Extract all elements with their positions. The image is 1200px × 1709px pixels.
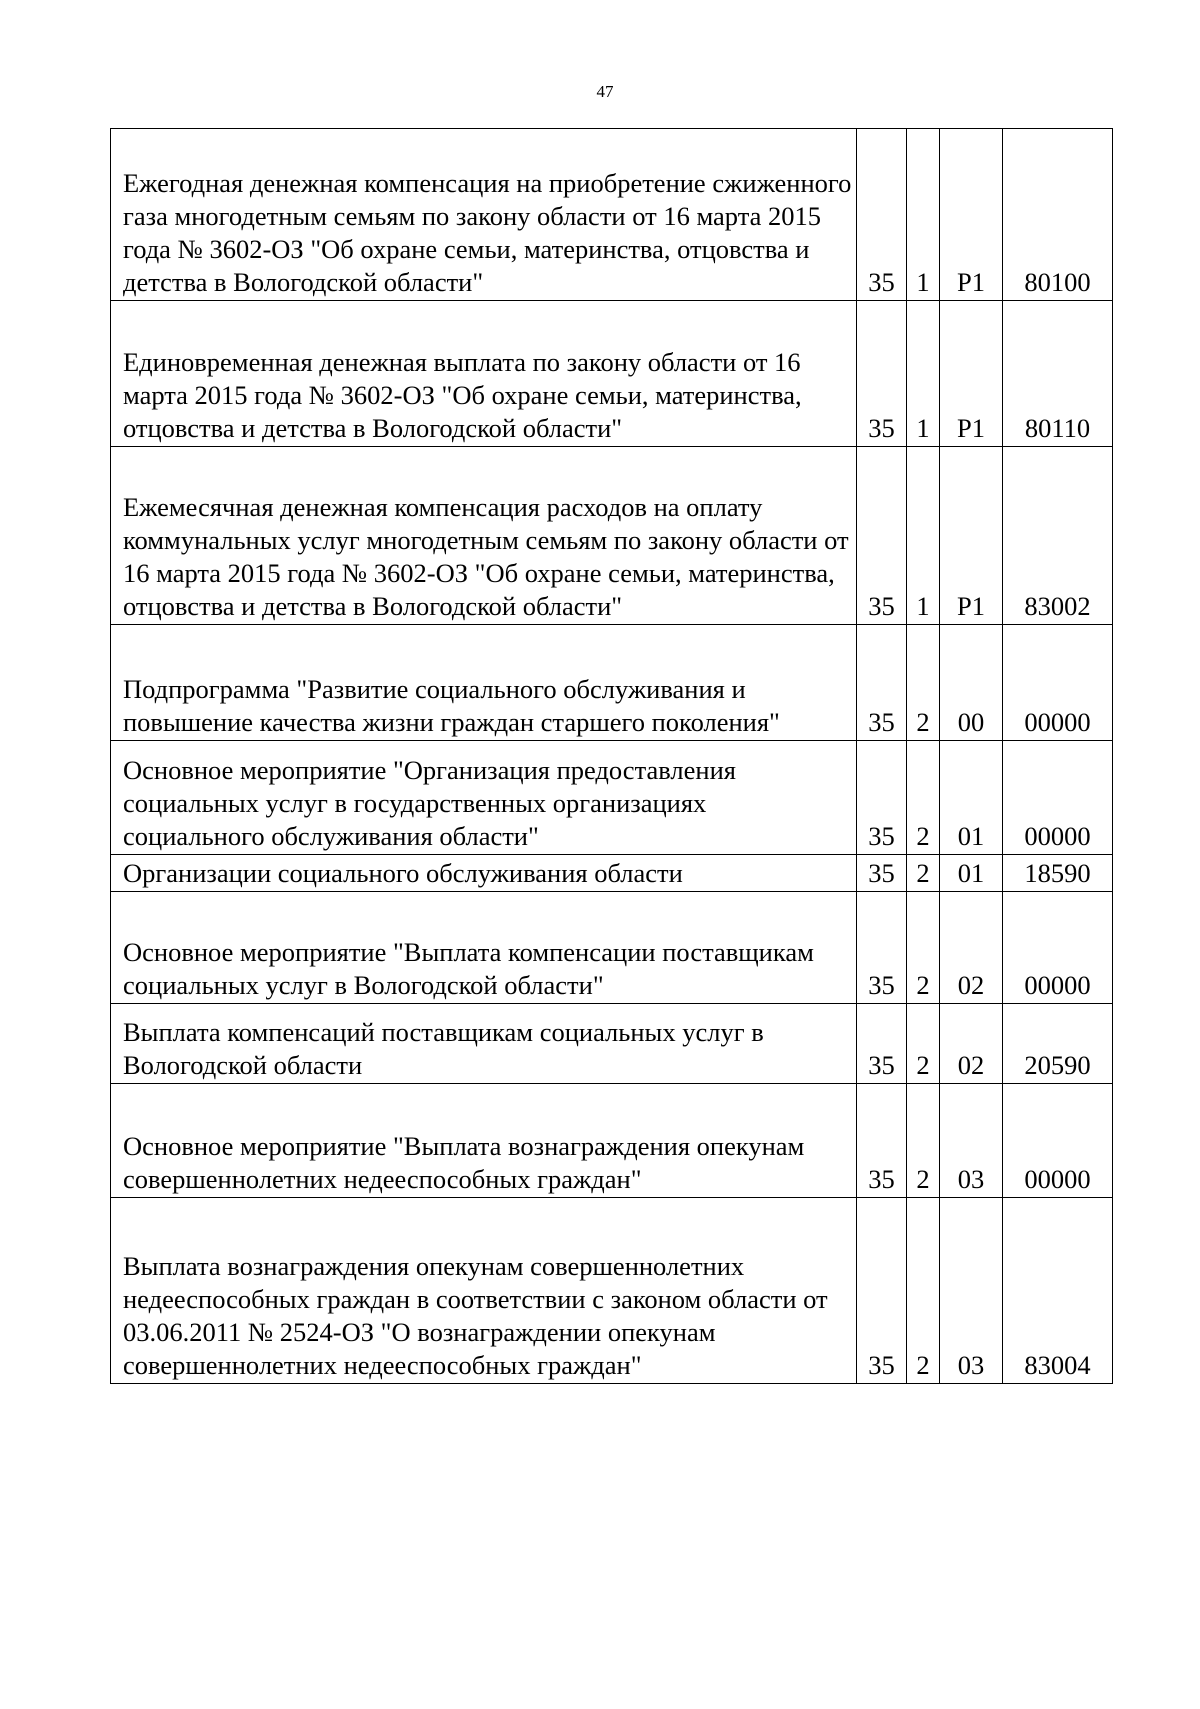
direction-code: 00000 xyxy=(1003,625,1113,741)
subprogram-code: 2 xyxy=(907,625,940,741)
activity-code: 03 xyxy=(940,1198,1003,1384)
direction-code: 83004 xyxy=(1003,1198,1113,1384)
direction-code: 20590 xyxy=(1003,1004,1113,1084)
program-code: 35 xyxy=(857,447,907,625)
row-description: Единовременная денежная выплата по закону области от 16 марта 2015 года № 3602-ОЗ "Об охране семьи, материнства, отцовства и детства в Вологодской области" xyxy=(111,301,857,447)
row-description: Ежемесячная денежная компенсация расходов на оплату коммунальных услуг многодетным семьям по закону области от 16 марта 2015 года № 3602-ОЗ "Об охране семьи, материнства, отцовства и детства в Вологодской области" xyxy=(111,447,857,625)
subprogram-code: 2 xyxy=(907,1198,940,1384)
page-number: 47 xyxy=(596,82,614,101)
program-code: 35 xyxy=(857,1004,907,1084)
row-description: Подпрограмма "Развитие социального обслуживания и повышение качества жизни граждан старшего поколения" xyxy=(111,625,857,741)
row-description: Выплата вознаграждения опекунам совершеннолетних недееспособных граждан в соответствии с законом области от 03.06.2011 № 2524-ОЗ "О вознаграждении опекунам совершеннолетних недееспособных граждан" xyxy=(111,1198,857,1384)
program-code: 35 xyxy=(857,1084,907,1198)
row-description: Выплата компенсаций поставщикам социальных услуг в Вологодской области xyxy=(111,1004,857,1084)
row-description: Основное мероприятие "Выплата вознаграждения опекунам совершеннолетних недееспособных граждан" xyxy=(111,1084,857,1198)
direction-code: 00000 xyxy=(1003,741,1113,855)
activity-code: 02 xyxy=(940,1004,1003,1084)
table-row xyxy=(111,625,1113,741)
subprogram-code: 1 xyxy=(907,447,940,625)
activity-code: 02 xyxy=(940,892,1003,1004)
subprogram-code: 2 xyxy=(907,1084,940,1198)
subprogram-code: 1 xyxy=(907,129,940,301)
direction-code: 83002 xyxy=(1003,447,1113,625)
row-description: Основное мероприятие "Выплата компенсации поставщикам социальных услуг в Вологодской области" xyxy=(111,892,857,1004)
program-code: 35 xyxy=(857,129,907,301)
table-row xyxy=(111,855,1113,892)
budget-classification-table xyxy=(110,128,1113,1384)
activity-code: P1 xyxy=(940,301,1003,447)
subprogram-code: 1 xyxy=(907,301,940,447)
program-code: 35 xyxy=(857,855,907,892)
direction-code: 80110 xyxy=(1003,301,1113,447)
row-description: Организации социального обслуживания области xyxy=(111,855,857,892)
table-row xyxy=(111,1004,1113,1084)
table-row xyxy=(111,1084,1113,1198)
direction-code: 18590 xyxy=(1003,855,1113,892)
table-row xyxy=(111,892,1113,1004)
direction-code: 80100 xyxy=(1003,129,1113,301)
table-row xyxy=(111,447,1113,625)
activity-code: 01 xyxy=(940,855,1003,892)
table-row xyxy=(111,129,1113,301)
program-code: 35 xyxy=(857,301,907,447)
program-code: 35 xyxy=(857,1198,907,1384)
program-code: 35 xyxy=(857,625,907,741)
activity-code: 03 xyxy=(940,1084,1003,1198)
subprogram-code: 2 xyxy=(907,892,940,1004)
activity-code: 01 xyxy=(940,741,1003,855)
direction-code: 00000 xyxy=(1003,1084,1113,1198)
row-description: Основное мероприятие "Организация предоставления социальных услуг в государственных организациях социального обслуживания области" xyxy=(111,741,857,855)
direction-code: 00000 xyxy=(1003,892,1113,1004)
subprogram-code: 2 xyxy=(907,1004,940,1084)
table-row xyxy=(111,741,1113,855)
table-row xyxy=(111,1198,1113,1384)
row-description: Ежегодная денежная компенсация на приобретение сжиженного газа многодетным семьям по закону области от 16 марта 2015 года № 3602-ОЗ "Об охране семьи, материнства, отцовства и детства в Вологодской области" xyxy=(111,129,857,301)
subprogram-code: 2 xyxy=(907,855,940,892)
program-code: 35 xyxy=(857,741,907,855)
activity-code: P1 xyxy=(940,129,1003,301)
subprogram-code: 2 xyxy=(907,741,940,855)
activity-code: 00 xyxy=(940,625,1003,741)
activity-code: P1 xyxy=(940,447,1003,625)
table-row xyxy=(111,301,1113,447)
program-code: 35 xyxy=(857,892,907,1004)
